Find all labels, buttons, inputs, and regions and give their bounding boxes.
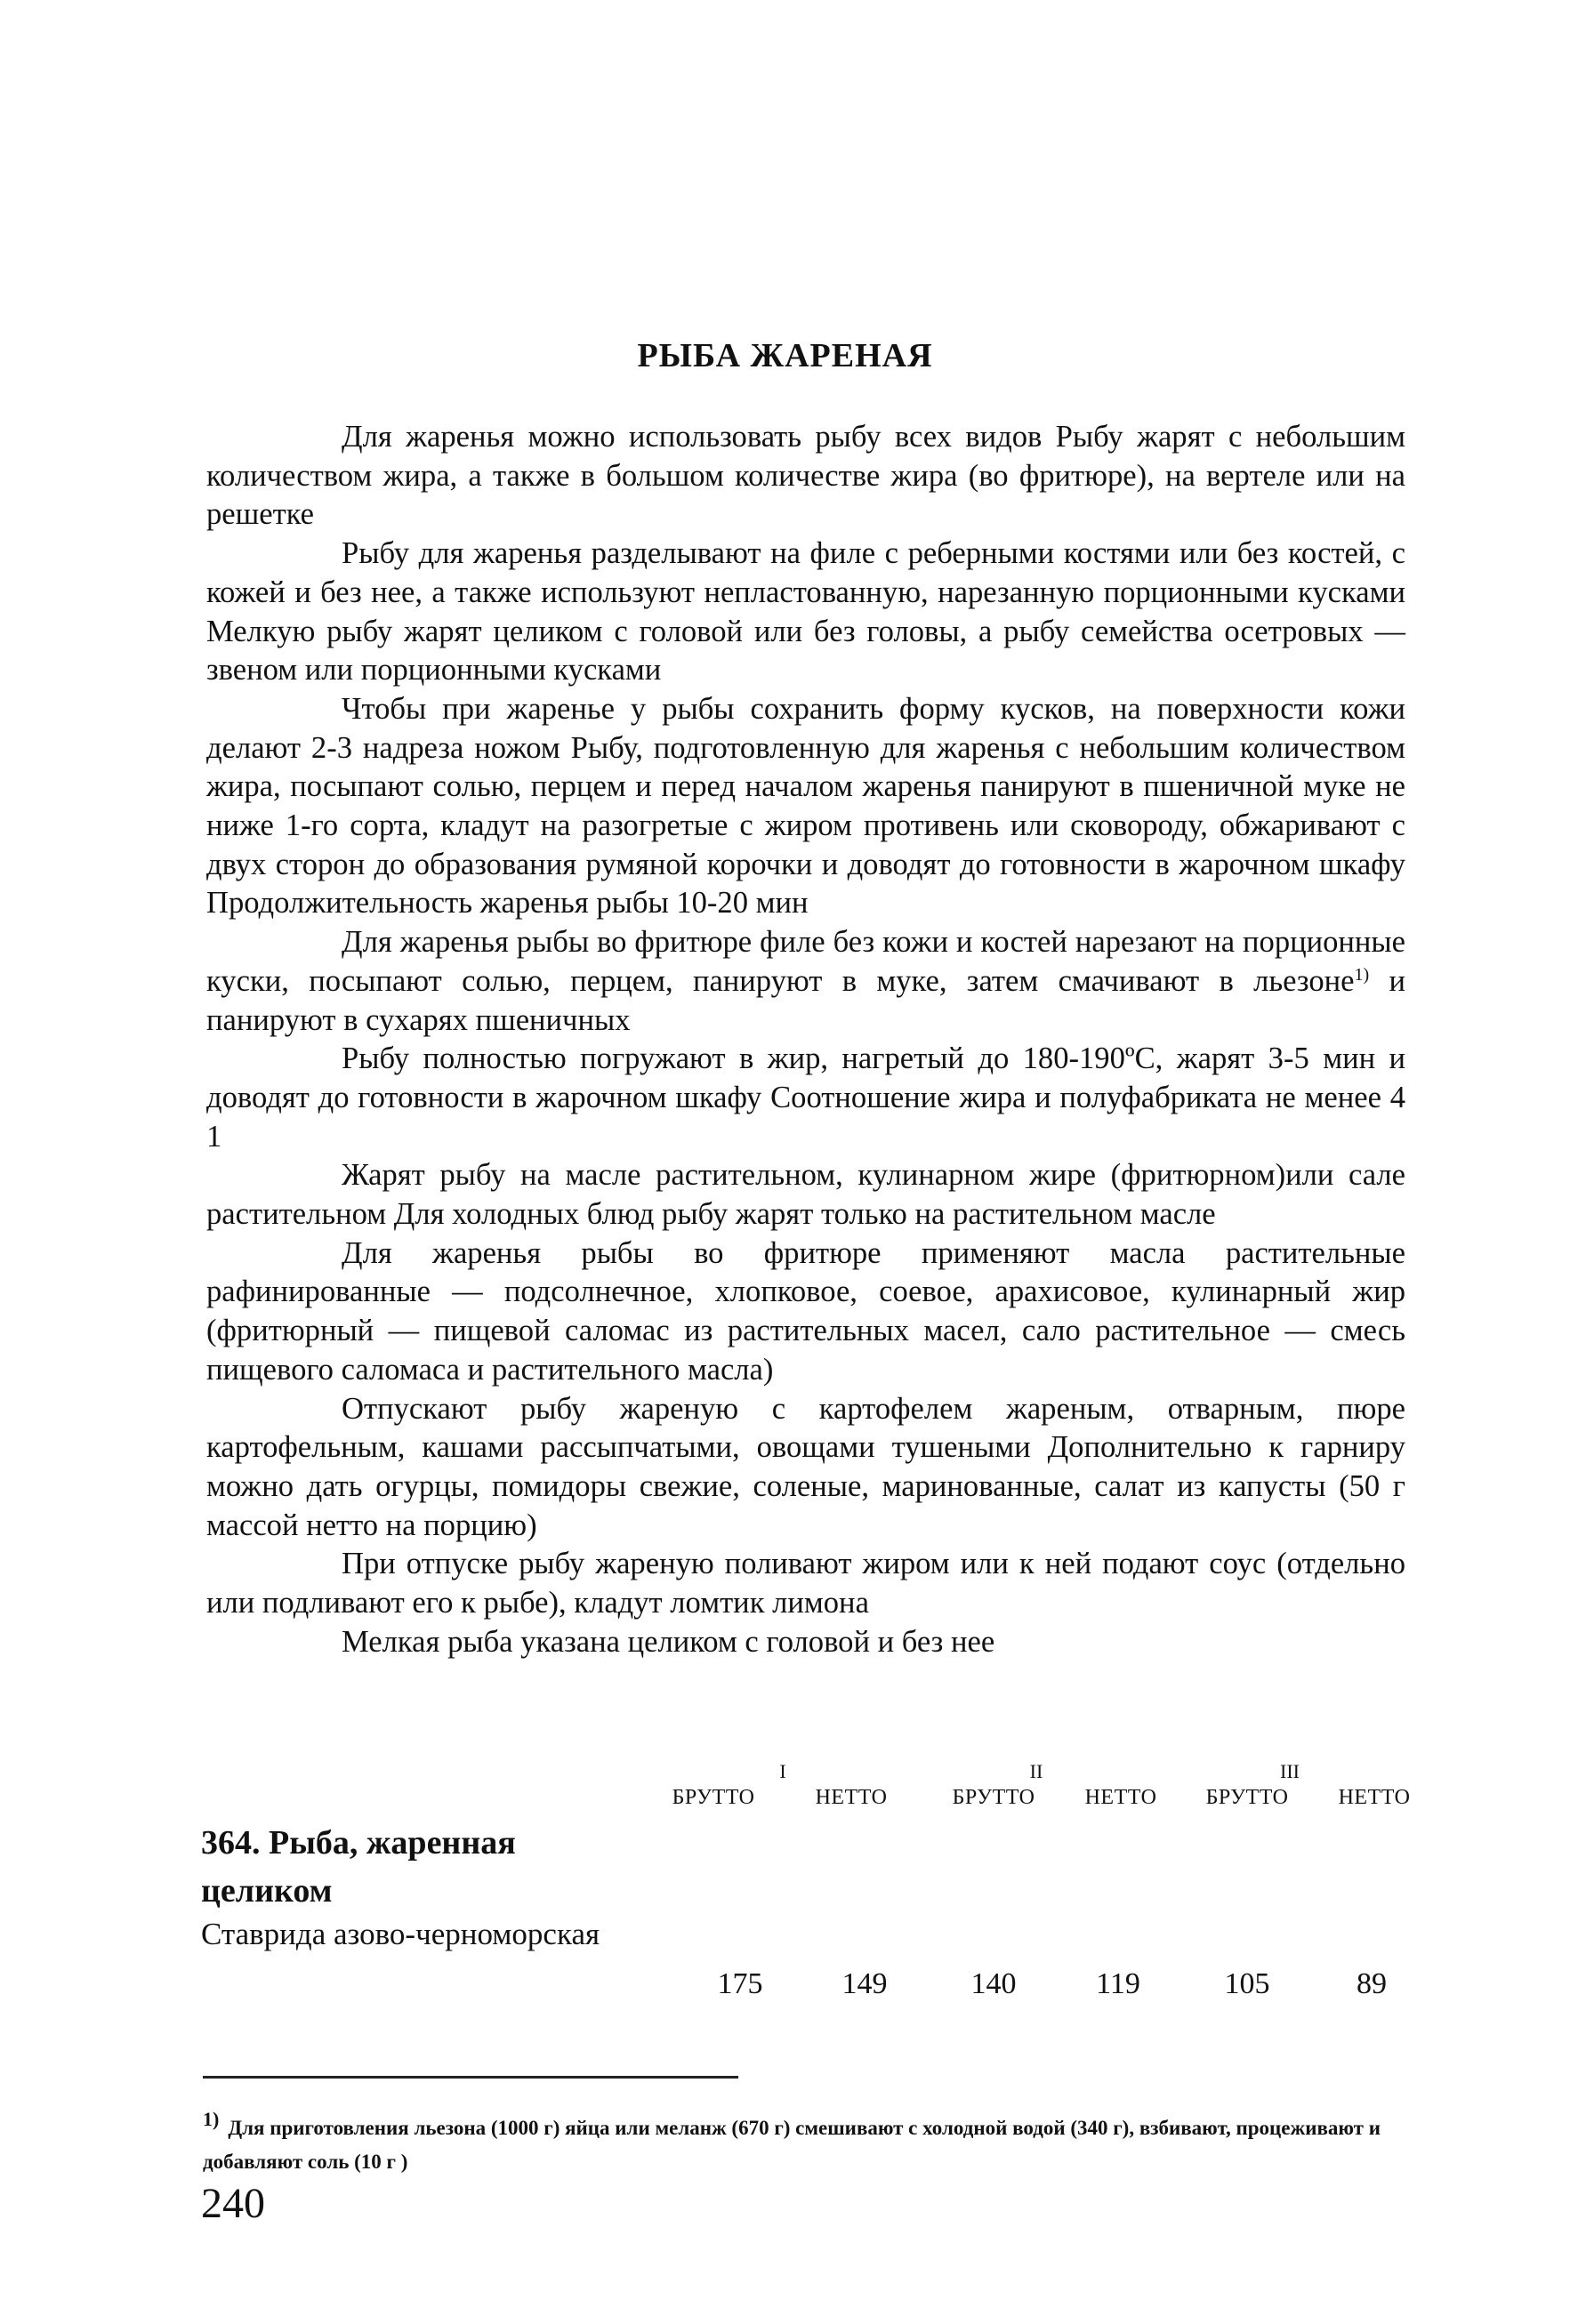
table-cell: 119	[1096, 1967, 1140, 2000]
column-group-ii: II	[1029, 1760, 1043, 1782]
body-text	[206, 418, 1405, 1662]
table-cell: 149	[841, 1967, 888, 2000]
paragraph: Чтобы при жаренье у рыбы сохранить форму кусков, на поверхности кожи делают 2-3 надреза ножом Рыбу, подготовленную для жаренья с небольшим количеством жира, посыпают солью, перцем и перед началом жаренья панируют в пшеничной муке не ниже 1-го сорта, кладут на разогретые с жиром противень или сковороду, обжаривают с двух сторон до образования румяной корочки и доводят до готовности в жарочном шкафу Продолжительность жаренья рыбы 10-20 мин	[206, 691, 1405, 921]
paragraph-text: и панируют в сухарях пшеничных	[206, 963, 1405, 1037]
paragraph	[206, 923, 1405, 1040]
paragraph: Отпускают рыбу жареную с картофелем жареным, отварным, пюре картофельным, кашами рассыпчатыми, овощами тушеными Дополнительно к гарниру можно дать огурцы, помидоры свежие, соленые, маринованные, салат из капусты (50 г массой нетто на порцию)	[206, 1391, 1405, 1542]
page-number: 240	[201, 2180, 265, 2227]
table-cell: 140	[970, 1967, 1017, 2000]
table-cell: 89	[1357, 1967, 1387, 2000]
paragraph: При отпуске рыбу жареную поливают жиром или к ней подают соус (отдельно или подливают его к рыбе), кладут ломтик лимона	[206, 1547, 1405, 1620]
footnote	[203, 2103, 1404, 2179]
paragraph-text: Для жаренья рыбы во фритюре филе без кожи и костей нарезают на порционные куски, посыпают солью, перцем, панируют в муке, затем смачивают в льезоне	[206, 925, 1405, 998]
column-group-iii: III	[1280, 1760, 1300, 1782]
column-header-netto: НЕТТО	[1084, 1786, 1157, 1809]
table-cell: 175	[717, 1967, 763, 2000]
paragraph: Для жаренья можно использовать рыбу всех видов Рыбу жарят с небольшим количеством жира, а также в большом количестве жира (во фритюре), на вертеле или на решетке	[206, 420, 1405, 532]
paragraph: Жарят рыбу на масле растительном, кулинарном жире (фритюрном)или сале растительном Для холодных блюд рыбу жарят только на растительном масле	[206, 1158, 1405, 1232]
column-group-i: I	[779, 1760, 786, 1782]
footnote-text: Для приготовления льезона (1000 г) яйца или меланж (670 г) смешивают с холодной водой (340 г), взбивают, процеживают и добавляют соль (10 г )	[203, 2117, 1381, 2173]
footnote-divider	[203, 2076, 738, 2079]
recipe-title: 364. Рыба, жаренная целиком	[201, 1824, 516, 1910]
column-header-brutto: БРУТТО	[952, 1786, 1035, 1809]
column-header-netto: НЕТТО	[815, 1786, 888, 1809]
paragraph: Мелкая рыба указана целиком с головой и без нее	[342, 1624, 995, 1659]
table-row-label: Ставрида азово-черноморская	[201, 1917, 600, 1951]
paragraph: Рыбу полностью погружают в жир, нагретый до 180-190ºС, жарят 3-5 мин и доводят до готовности в жарочном шкафу Соотношение жира и полуфабриката не менее 4 1	[206, 1041, 1405, 1154]
table-cell: 105	[1224, 1967, 1270, 2000]
paragraph: Для жаренья рыбы во фритюре применяют масла растительные рафинированные — подсолнечное, хлопковое, соевое, арахисовое, кулинарный жир (фритюрный — пищевой саломас из растительных масел, сало растительное — смесь пищевого саломаса и растительного масла)	[206, 1235, 1405, 1387]
footnote-reference: 1)	[1354, 964, 1370, 985]
column-header-brutto: БРУТТО	[1205, 1786, 1289, 1809]
paragraph: Рыбу для жаренья разделывают на филе с реберными костями или без костей, с кожей и без нее, а также используют непластованную, нарезанную порционными кусками Мелкую рыбу жарят целиком с головой или без головы, а рыбу семейства осетровых — звеном или порционными кусками	[206, 536, 1405, 688]
column-header-brutto: БРУТТО	[672, 1786, 755, 1809]
section-title: РЫБА ЖАРЕНАЯ	[637, 337, 933, 374]
footnote-marker: 1)	[203, 2108, 220, 2130]
column-header-netto: НЕТТО	[1338, 1786, 1411, 1809]
